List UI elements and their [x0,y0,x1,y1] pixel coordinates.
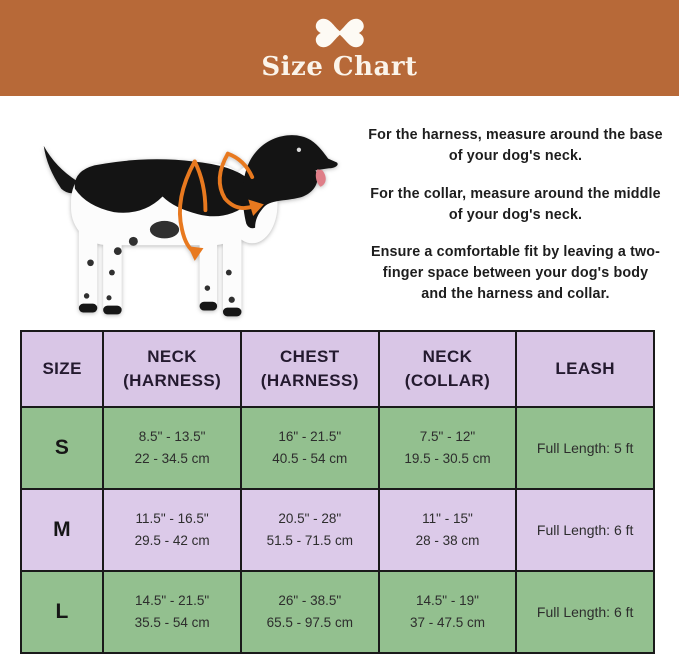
col-header-neck-collar: NECK (COLLAR) [379,331,517,407]
leash-value: Full Length: 6 ft [516,489,654,571]
neck-harness-value: 14.5" - 21.5" 35.5 - 54 cm [103,571,241,653]
page-title: Size Chart [261,51,418,82]
chest-harness-value: 20.5" - 28" 51.5 - 71.5 cm [241,489,379,571]
instruction-collar: For the collar, measure around the middle of your dog's neck. [370,185,661,223]
neck-collar-value: 7.5" - 12" 19.5 - 30.5 cm [379,407,517,489]
fitting-instructions [368,96,679,330]
size-chart-table [20,330,655,654]
neck-collar-value: 11" - 15" 28 - 38 cm [379,489,517,571]
col-header-neck-harness: NECK (HARNESS) [103,331,241,407]
leash-value: Full Length: 5 ft [516,407,654,489]
col-header-leash: LEASH [516,331,654,407]
double-heart-infinity-icon [314,17,366,49]
dog-illustration [0,96,368,330]
col-header-chest-harness: CHEST (HARNESS) [241,331,379,407]
leash-value: Full Length: 6 ft [516,571,654,653]
neck-collar-value: 14.5" - 19" 37 - 47.5 cm [379,571,517,653]
size-label: L [21,571,103,653]
chest-harness-value: 26" - 38.5" 65.5 - 97.5 cm [241,571,379,653]
size-label: S [21,407,103,489]
size-label: M [21,489,103,571]
dog-with-measure-loops-image [15,105,353,329]
neck-harness-value: 8.5" - 13.5" 22 - 34.5 cm [103,407,241,489]
banner [0,0,679,96]
content-area [0,96,679,330]
col-header-size: SIZE [21,331,103,407]
table-row-size-m [21,489,654,571]
instruction-fit: Ensure a comfortable fit by leaving a two-finger space between your dog's body and the harness and collar. [370,244,661,302]
table-row-size-s [21,407,654,489]
chest-harness-value: 16" - 21.5" 40.5 - 54 cm [241,407,379,489]
neck-harness-value: 11.5" - 16.5" 29.5 - 42 cm [103,489,241,571]
table-row-size-l [21,571,654,653]
table-header-row [21,331,654,407]
instruction-harness: For the harness, measure around the base of your dog's neck. [368,127,663,165]
